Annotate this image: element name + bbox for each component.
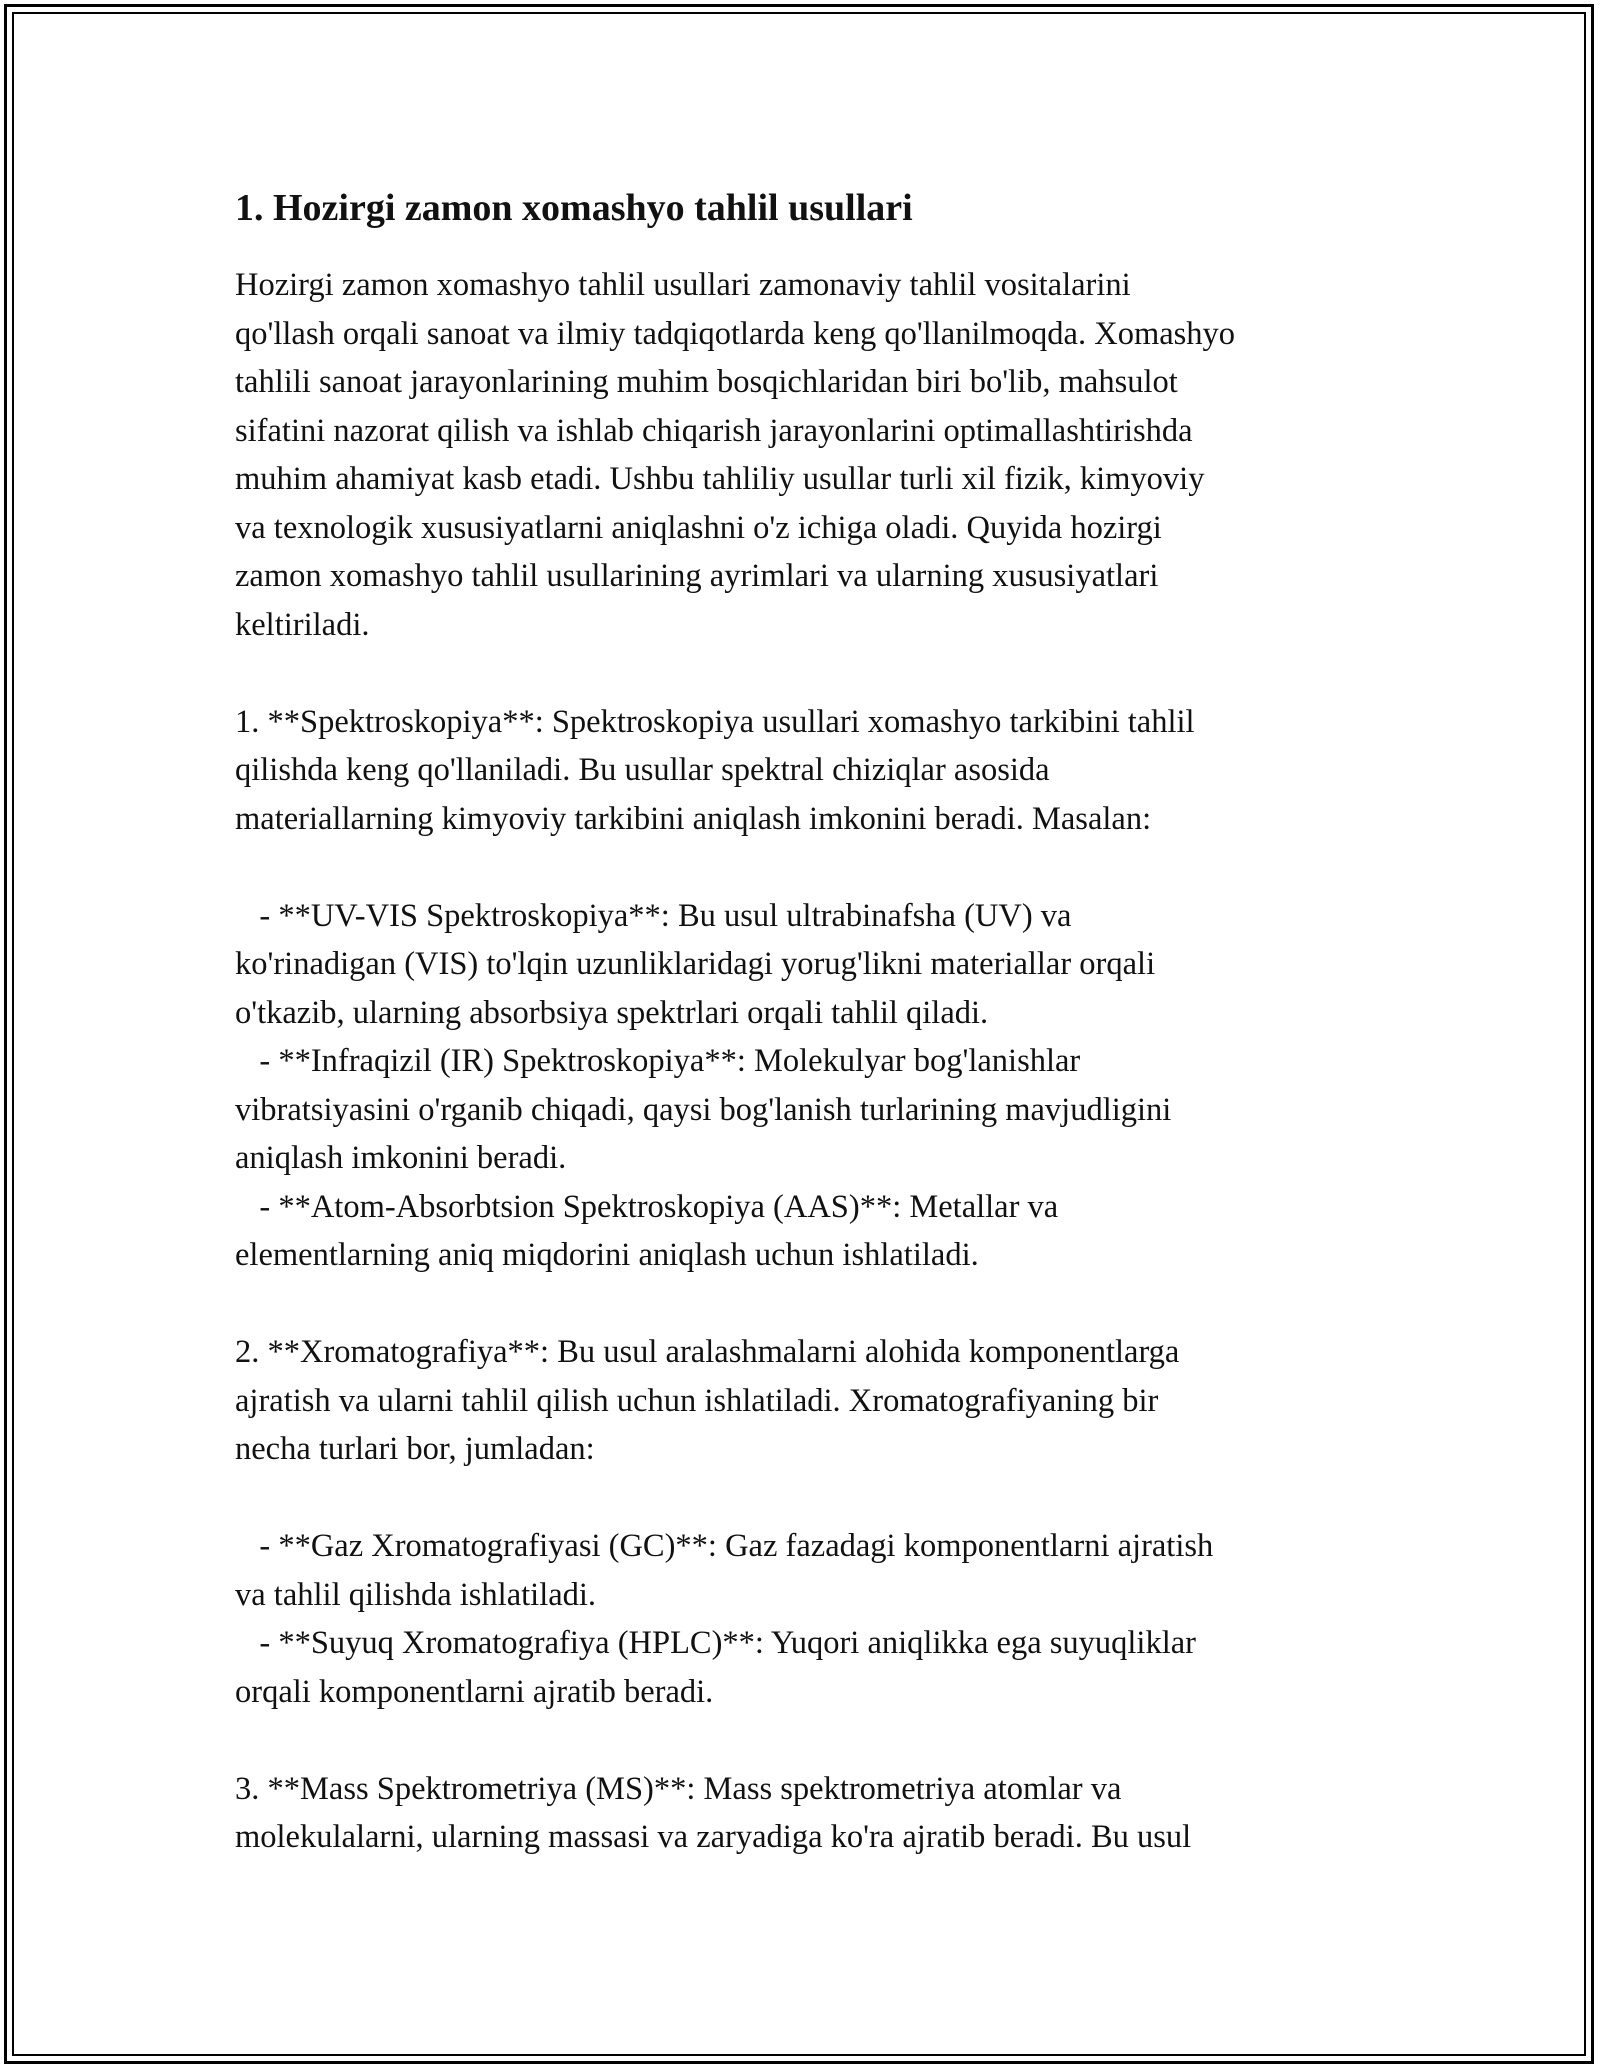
document-title: 1. Hozirgi zamon xomashyo tahlil usullari: [235, 187, 913, 229]
document-content: [235, 185, 1405, 1862]
document-body: Hozirgi zamon xomashyo tahlil usullari zamonaviy tahlil vositalarini qo'llash orqali sanoat va ilmiy tadqiqotlarda keng qo'llanilmoqda. Xomashyo tahlili sanoat jarayonlarining muhim bosqichlaridan biri bo'lib, mahsulot sifatini nazorat qilish va ishlab chiqarish jarayonlarini optimallashtirishda muhim ahamiyat kasb etadi. Ushbu tahliliy usullar turli xil fizik, kimyoviy va texnologik xususiyatlarni aniqlashni o'z ichiga oladi. Quyida hozirgi zamon xomashyo tahlil usullarining ayrimlari va ularning xususiyatlari keltiriladi. 1. **Spektroskopiya**: Spektroskopiya usullari xomashyo tarkibini tahlil qilishda keng qo'llaniladi. Bu usullar spektral chiziqlar asosida materiallarning kimyoviy tarkibini aniqlash imkonini beradi. Masalan: - **UV-VIS Spektroskopiya**: Bu usul ultrabinafsha (UV) va ko'rinadigan (VIS) to'lqin uzunliklaridagi yorug'likni materiallar orqali o'tkazib, ularning absorbsiya spektrlari orqali tahlil qiladi. - **Infraqizil (IR) Spektroskopiya**: Molekulyar bog'lanishlar vibratsiyasini o'rganib chiqadi, qaysi bog'lanish turlarining mavjudligini aniqlash imkonini beradi. - **Atom-Absorbtsion Spektroskopiya (AAS)**: Metallar va elementlarning aniq miqdorini aniqlash uchun ishlatiladi. 2. **Xromatografiya**: Bu usul aralashmalarni alohida komponentlarga ajratish va ularni tahlil qilish uchun ishlatiladi. Xromatografiyaning bir necha turlari bor, jumladan: - **Gaz Xromatografiyasi (GC)**: Gaz fazadagi komponentlarni ajratish va tahlil qilishda ishlatiladi. - **Suyuq Xromatografiya (HPLC)**: Yuqori aniqlikka ega suyuqliklar orqali komponentlarni ajratib beradi. 3. **Mass Spektrometriya (MS)**: Mass spektrometriya atomlar va molekulalarni, ularning massasi va zaryadiga ko'ra ajratib beradi. Bu usul: [235, 267, 1236, 1855]
